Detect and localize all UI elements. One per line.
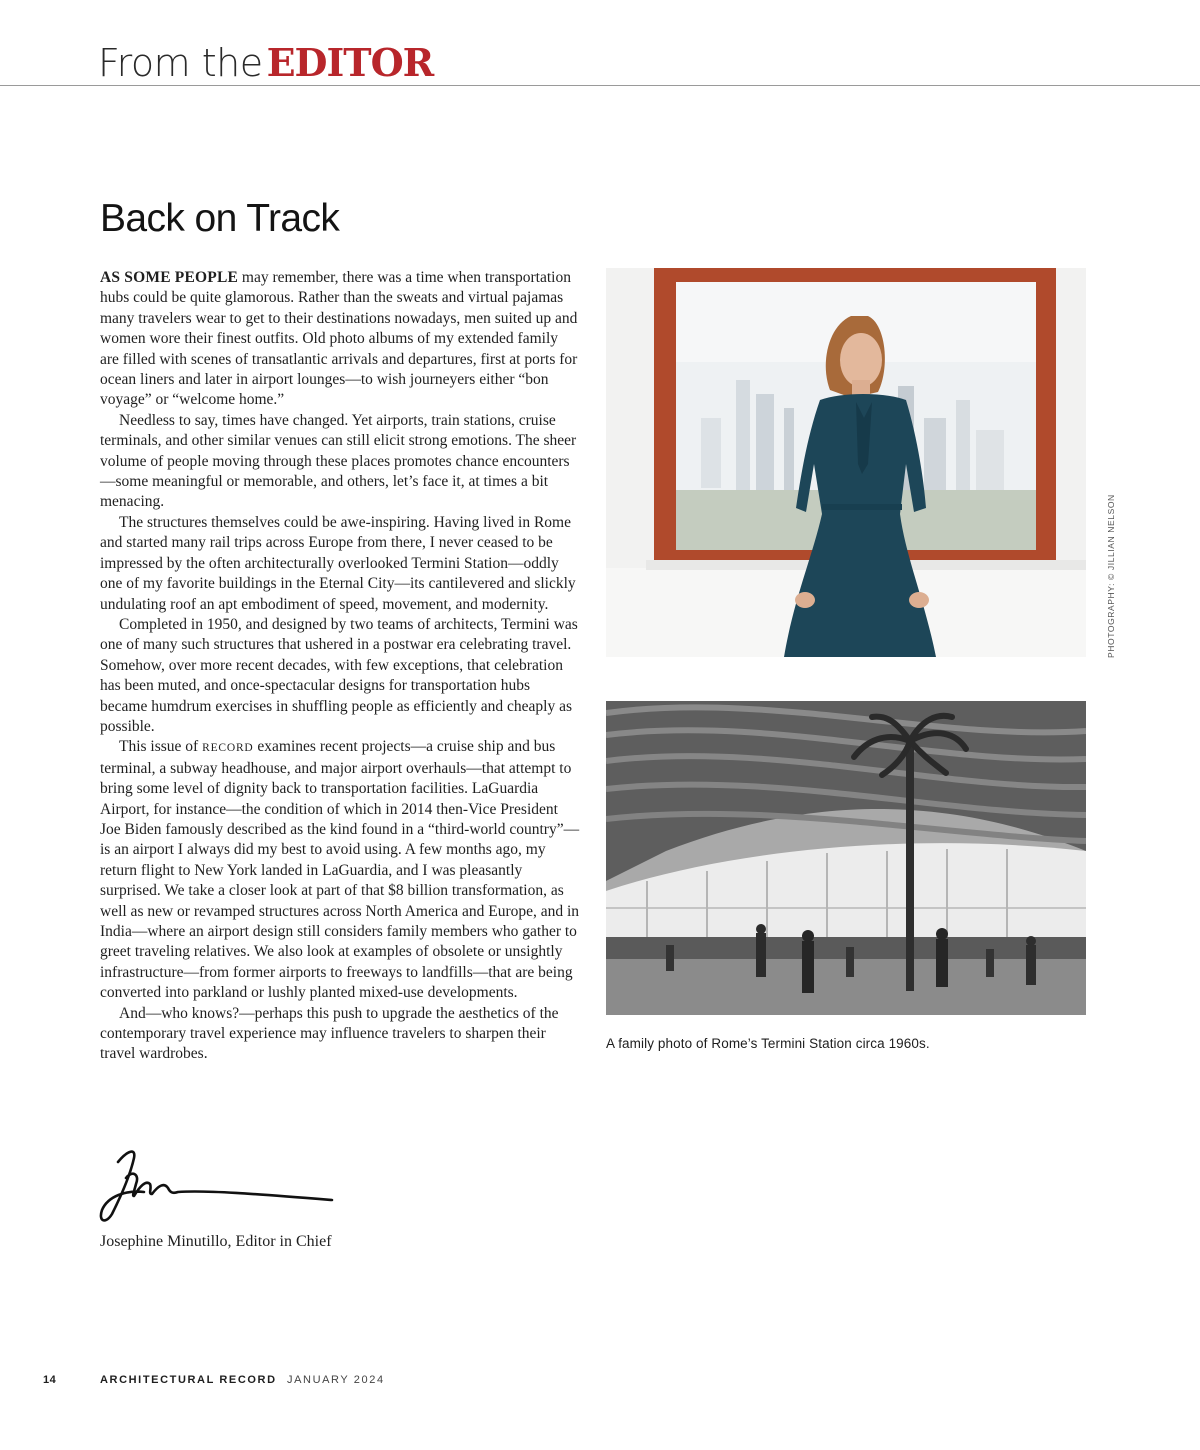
article-body (100, 268, 580, 1065)
editor-signature (96, 1148, 340, 1228)
section-label-light: From the (98, 41, 263, 85)
editor-portrait-photo (606, 268, 1086, 657)
photo-caption: A family photo of Rome’s Termini Station circa 1960s. (606, 1036, 930, 1051)
photo-credit: PHOTOGRAPHY: © JILLIAN NELSON (1106, 494, 1116, 658)
lead-in: AS SOME PEOPLE (100, 269, 239, 286)
magazine-name: ARCHITECTURAL RECORD (100, 1374, 277, 1386)
issue-date: JANUARY 2024 (287, 1374, 385, 1386)
article-paragraph-1 (100, 268, 580, 411)
article-paragraph-3: The structures themselves could be awe-inspiring. Having lived in Rome and started many rail trips across Europe from there, I never ceased to be impressed by the often architecturally overlooked Termini Station—oddly one of my favorite buildings in the Eternal City—its cantilevered and slickly undulating roof an apt embodiment of speed, movement, and modernity. (100, 513, 576, 613)
magazine-smallcaps: RECORD (202, 742, 254, 755)
page-number: 14 (43, 1374, 57, 1386)
article-paragraph-4: Completed in 1950, and designed by two teams of architects, Termini was one of many such structures that ushered in a postwar era celebrating travel. Somehow, over more recent decades, with few exceptions, that celebration has been muted, and once-spectacular designs for transportation hubs became humdrum exercises in shuffling people as efficiently and cheaply as possible. (100, 615, 578, 735)
portrait-illustration (606, 268, 1086, 657)
section-label-bold: EDITOR (266, 40, 434, 85)
page-footer (0, 1372, 1200, 1388)
article-headline: Back on Track (100, 197, 340, 240)
editor-signoff: Josephine Minutillo, Editor in Chief (100, 1233, 332, 1250)
section-header (98, 40, 433, 86)
article-paragraph-2: Needless to say, times have changed. Yet airports, train stations, cruise terminals, and other similar venues can still elicit strong emotions. The sheer volume of people moving through these places promotes chance encounters—some meaningful or memorable, and others, let’s face it, at times a bit menacing. (100, 411, 577, 511)
termini-station-illustration (606, 701, 1086, 1015)
paragraph-text: may remember, there was a time when transportation hubs could be quite glamorous. Rather than the sweats and virtual pajamas many travelers wear to get to their destinations nowadays, men suited up and women wore their finest outfits. Old photo albums of my extended family are filled with scenes of transatlantic arrivals and departures, first at ports for ocean liners and later in airport lounges—to wish journeyers either “bon voyage” or “welcome home.” (100, 269, 578, 409)
article-paragraph-5 (100, 737, 580, 1003)
header-divider (0, 85, 1200, 86)
article-paragraph-6: And—who knows?—perhaps this push to upgrade the aesthetics of the contemporary travel experience may influence travelers to sharpen their travel wardrobes. (100, 1004, 559, 1063)
termini-station-photo (606, 701, 1086, 1015)
paragraph-text: examines recent projects—a cruise ship and bus terminal, a subway headhouse, and major airport overhauls—that attempt to bring some level of dignity back to transportation facilities. LaGuardia Airport, for instance—the condition of which in 2014 then-Vice President Joe Biden famously described as the kind found in a “third-world country”—is an airport I always did my best to avoid using. A few months ago, my return flight to New York landed in LaGuardia, and I was pleasantly surprised. We take a closer look at part of that $8 billion transformation, as well as new or revamped structures across North America and Europe, and in India—where an airport design still considers family members who gather to greet traveling relatives. We also look at examples of obsolete or unsightly infrastructure—from former airports to freeways to landfills—that are being converted into parkland or lushly planted mixed-use developments. (100, 738, 580, 1002)
paragraph-text: This issue of (119, 738, 199, 756)
